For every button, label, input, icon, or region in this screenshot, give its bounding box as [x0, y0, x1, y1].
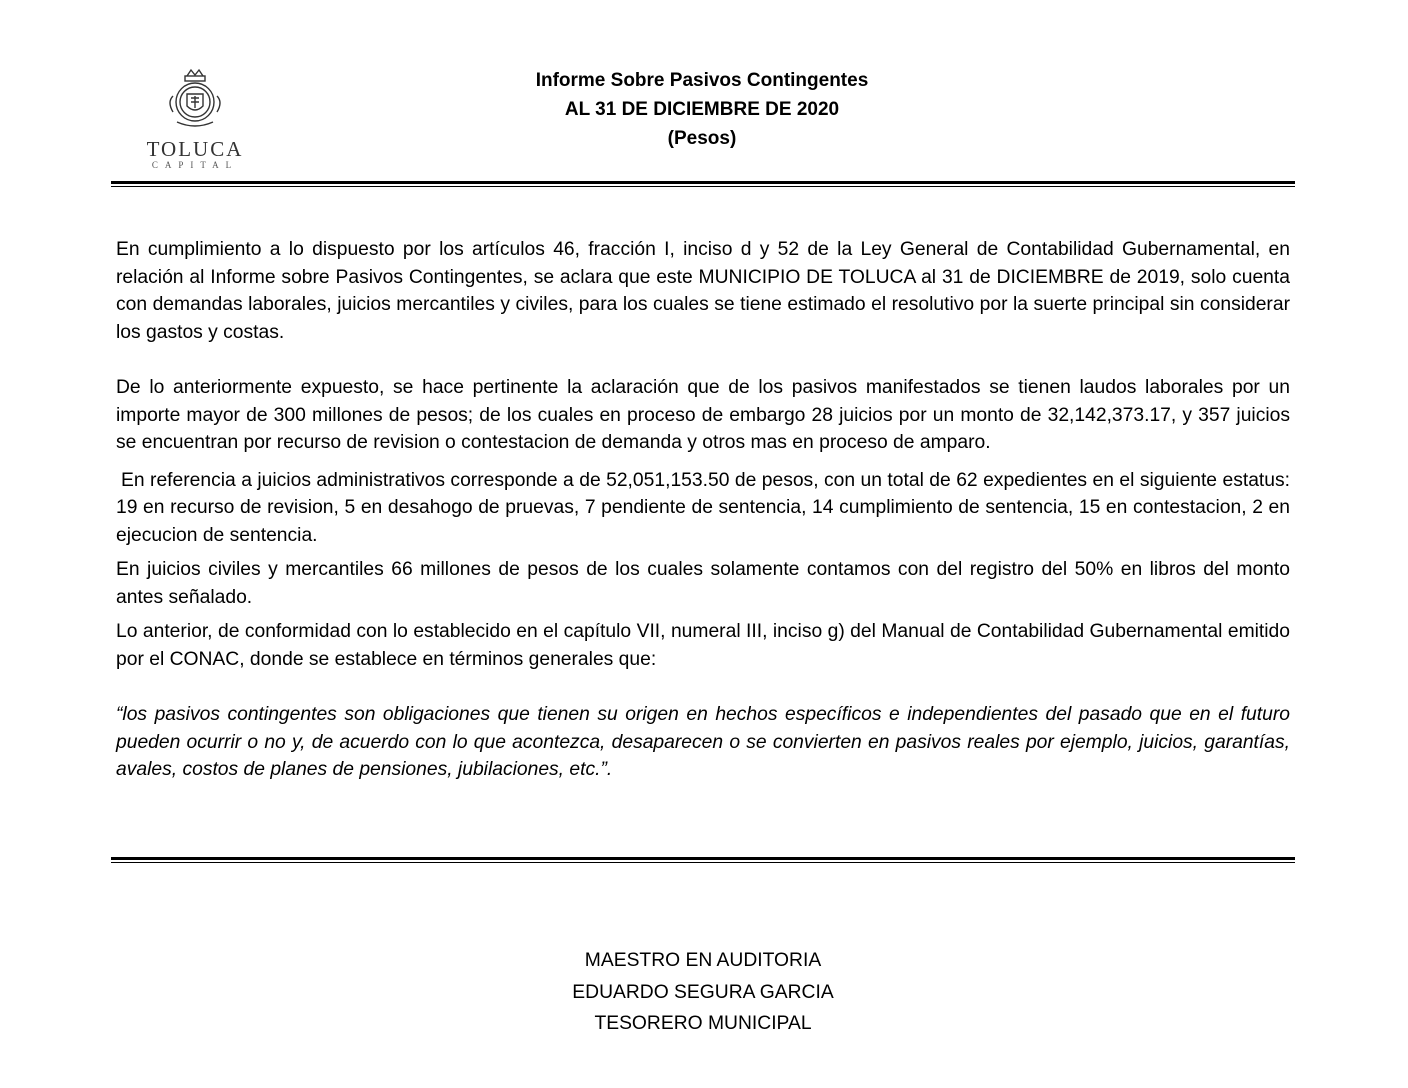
logo-name: TOLUCA: [146, 137, 244, 161]
signature-block: [452, 945, 954, 1040]
document-header: [400, 66, 1004, 153]
quote-definition: “los pasivos contingentes son obligaciones que tienen su origen en hechos específicos e independientes del pasado que en el futuro pueden ocurrir o no y, de acuerdo con lo que acontezca, desaparecen o se convierten en pasivos reales por ejemplo, juicios, garantías, avales, costos de planes de pensiones, jubilaciones, etc.”.: [116, 704, 1290, 780]
top-divider: [111, 181, 1295, 187]
paragraph-compliance: En cumplimiento a lo dispuesto por los artículos 46, fracción I, inciso d y 52 de la Ley General de Contabilidad Gubernamental, en relación al Informe sobre Pasivos Contingentes, se aclara que este MUNICIPIO DE TOLUCA al 31 de DICIEMBRE de 2019, solo cuenta con demandas laborales, juicios mercantiles y civiles, para los cuales se tiene estimado el resolutivo por la suerte principal sin considerar los gastos y costas.: [116, 239, 1290, 343]
paragraph-civil-claims: En juicios civiles y mercantiles 66 millones de pesos de los cuales solamente contamos con del registro del 50% en libros del monto antes señalado.: [116, 559, 1290, 608]
document-unit: (Pesos): [667, 128, 737, 149]
paragraph-labor-claims: De lo anteriormente expuesto, se hace pertinente la aclaración que de los pasivos manifestados se tienen laudos laborales por un importe mayor de 300 millones de pesos; de los cuales en proceso de embargo 28 juicios por un monto de 32,142,373.17, y 357 juicios se encuentran por recurso de revision o contestacion de demanda y otros mas en proceso de amparo.: [116, 377, 1290, 453]
signature-degree: MAESTRO EN AUDITORIA: [584, 950, 822, 971]
signature-name: EDUARDO SEGURA GARCIA: [572, 981, 834, 1003]
toluca-logo: [140, 66, 250, 176]
logo-subtitle: CAPITAL: [151, 160, 239, 170]
document-date: AL 31 DE DICIEMBRE DE 2020: [564, 99, 840, 120]
document-body: [116, 236, 1290, 784]
document-title: Informe Sobre Pasivos Contingentes: [535, 70, 869, 91]
paragraph-legal-basis: Lo anterior, de conformidad con lo establecido en el capítulo VII, numeral III, inciso g) del Manual de Contabilidad Gubernamental emitido por el CONAC, donde se establece en términos generales que:: [116, 621, 1290, 670]
bottom-divider: [111, 857, 1295, 863]
paragraph-administrative-claims: En referencia a juicios administrativos corresponde a de 52,051,153.50 de pesos, con un total de 62 expedientes en el siguiente estatus: 19 en recurso de revision, 5 en desahogo de pruevas, 7 pendiente de sentencia, 14 cumplimiento de sentencia, 15 en contestacion, 2 en ejecucion de sentencia.: [116, 469, 1290, 546]
signature-position: TESORERO MUNICIPAL: [594, 1013, 812, 1034]
crest-icon: [163, 66, 227, 136]
